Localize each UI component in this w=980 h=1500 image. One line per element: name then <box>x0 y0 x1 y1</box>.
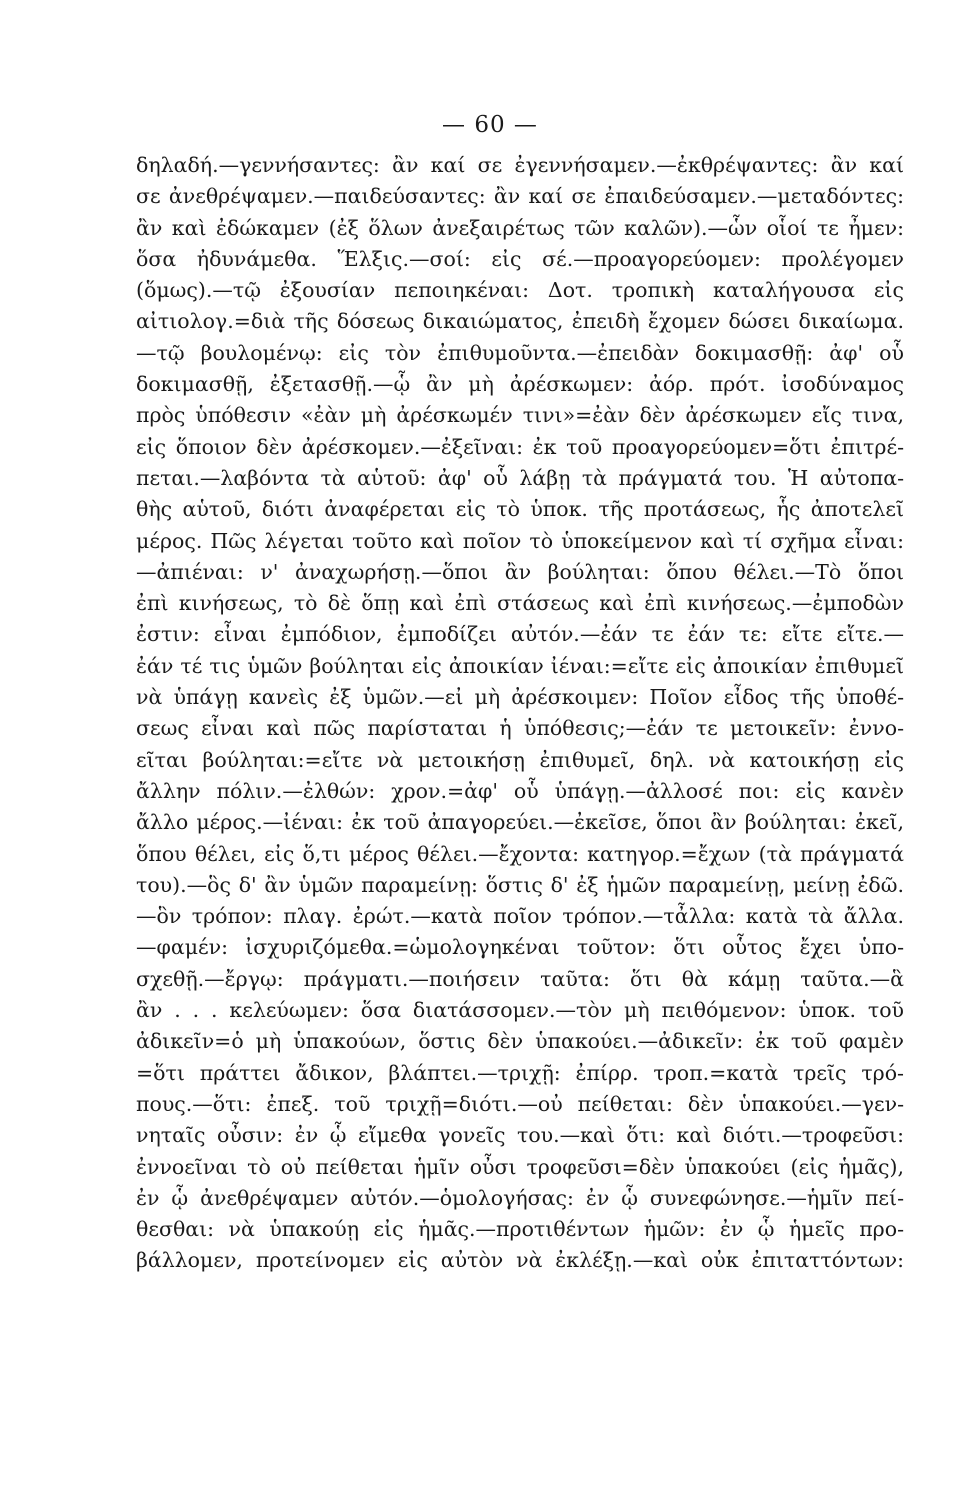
text-line: ἄλλο μέρος.—ἰέναι: ἐκ τοῦ ἀπαγορεύει.—ἐκεῖσε, ὅποι ἂν βούληται: ἐκεῖ, <box>136 810 904 835</box>
text-line: ἐστιν: εἶναι ἐμπόδιον, ἐμποδίζει αὐτόν.—ἐάν τε ἐάν τε: εἴτε εἴτε.— <box>136 622 904 647</box>
body-text <box>136 150 904 1277</box>
text-line: μέρος. Πῶς λέγεται τοῦτο καὶ ποῖον τὸ ὑποκείμενον καὶ τί σχῆμα εἶναι: <box>136 528 904 553</box>
text-line: —φαμέν: ἰσχυριζόμεθα.=ὡμολογηκέναι τοῦτον: ὅτι οὗτος ἔχει ὑπο- <box>136 935 904 960</box>
text-line: αἰτιολογ.=διὰ τῆς δόσεως δικαιώματος, ἐπειδὴ ἔχομεν δώσει δικαίωμα. <box>136 309 904 334</box>
text-line: ἂν . . . κελεύωμεν: ὅσα διατάσσομεν.—τὸν μὴ πειθόμενον: ὑποκ. τοῦ <box>136 998 904 1023</box>
text-line: σε ἀνεθρέψαμεν.—παιδεύσαντες: ἂν καί σε ἐπαιδεύσαμεν.—μεταδόντες: <box>136 184 904 209</box>
text-line: =ὅτι πράττει ἄδικον, βλάπτει.—τριχῇ: ἐπίρρ. τροπ.=κατὰ τρεῖς τρό- <box>136 1060 904 1085</box>
text-line: σεως εἶναι καὶ πῶς παρίσταται ἡ ὑπόθεσις;—ἐάν τε μετοικεῖν: ἐννο- <box>136 716 904 741</box>
text-line: θεσθαι: νὰ ὑπακούῃ εἰς ἡμᾶς.—προτιθέντων ἡμῶν: ἐν ᾧ ἡμεῖς προ- <box>136 1217 904 1242</box>
text-line: πρὸς ὑπόθεσιν «ἐὰν μὴ ἀρέσκωμέν τινι»=ἐὰν δὲν ἀρέσκωμεν εἴς τινα, <box>136 403 904 428</box>
text-line: —ἀπιέναι: ν' ἀναχωρήσῃ.—ὅποι ἂν βούληται: ὅπου θέλει.—Τὸ ὅποι <box>136 559 904 584</box>
text-line: ἀδικεῖν=ὁ μὴ ὑπακούων, ὅστις δὲν ὑπακούει.—ἀδικεῖν: ἐκ τοῦ φαμὲν <box>136 1029 904 1054</box>
text-line: ἐάν τέ τις ὑμῶν βούληται εἰς ἀποικίαν ἰέναι:=εἴτε εἰς ἀποικίαν ἐπιθυμεῖ <box>136 653 904 678</box>
text-line: ἂν καὶ ἐδώκαμεν (ἐξ ὅλων ἀνεξαιρέτως τῶν καλῶν).—ὧν οἷοί τε ἦμεν: <box>136 215 904 240</box>
text-line: ἐννοεῖναι τὸ οὐ πείθεται ἡμῖν οὖσι τροφεῦσι=δὲν ὑπακούει (εἰς ἡμᾶς), <box>136 1154 904 1179</box>
text-line: ἄλλην πόλιν.—ἐλθών: χρον.=ἀφ' οὗ ὑπάγῃ.—ἀλλοσέ ποι: εἰς κανὲν <box>136 778 904 803</box>
text-line: νὰ ὑπάγῃ κανεὶς ἐξ ὑμῶν.—εἰ μὴ ἀρέσκοιμεν: Ποῖον εἶδος τῆς ὑποθέ- <box>136 685 904 710</box>
text-line: σχεθῇ.—ἔργῳ: πράγματι.—ποιήσειν ταῦτα: ὅτι θὰ κάμῃ ταῦτα.—ἃ <box>136 966 904 991</box>
text-line: εἰς ὅποιον δὲν ἀρέσκομεν.—ἐξεῖναι: ἐκ τοῦ προαγορεύομεν=ὅτι ἐπιτρέ- <box>136 434 904 459</box>
text-line: εῖται βούληται:=εἴτε νὰ μετοικήσῃ ἐπιθυμεῖ, δηλ. νὰ κατοικήσῃ εἰς <box>136 747 904 772</box>
text-line: ὅσα ἠδυνάμεθα. Ἕλξις.—σοί: εἰς σέ.—προαγορεύομεν: προλέγομεν <box>136 246 904 271</box>
text-line: θὴς αὑτοῦ, διότι ἀναφέρεται εἰς τὸ ὑποκ. τῆς προτάσεως, ἧς ἀποτελεῖ <box>136 497 904 522</box>
text-line: (ὅμως).—τῷ ἐξουσίαν πεποιηκέναι: Δοτ. τροπικὴ καταλήγουσα εἰς <box>136 278 904 303</box>
text-line: δηλαδή.—γεννήσαντες: ἂν καί σε ἐγεννήσαμεν.—ἐκθρέψαντες: ἂν καί <box>136 153 904 177</box>
text-line: δοκιμασθῇ, ἐξετασθῇ.—ᾧ ἂν μὴ ἀρέσκωμεν: ἀόρ. πρότ. ἰσοδύναμος <box>136 372 904 397</box>
text-line: του).—ὃς δ' ἂν ὑμῶν παραμείνῃ: ὅστις δ' ἐξ ἡμῶν παραμείνῃ, μείνῃ ἐδῶ. <box>136 872 904 897</box>
text-line: ἐπὶ κινήσεως, τὸ δὲ ὅπῃ καὶ ἐπὶ στάσεως καὶ ἐπὶ κινήσεως.—ἐμποδὼν <box>136 591 904 616</box>
text-line: —τῷ βουλομένῳ: εἰς τὸν ἐπιθυμοῦντα.—ἐπειδὰν δοκιμασθῇ: ἀφ' οὗ <box>136 340 904 365</box>
text-line: νηταῖς οὖσιν: ἐν ᾧ εἴμεθα γονεῖς του.—καὶ ὅτι: καὶ διότι.—τροφεῦσι: <box>136 1123 904 1148</box>
text-line: βάλλομεν, προτείνομεν εἰς αὐτὸν νὰ ἐκλέξῃ.—καὶ οὐκ ἐπιταττόντων: <box>136 1248 904 1273</box>
text-line: —ὃν τρόπον: πλαγ. ἐρώτ.—κατὰ ποῖον τρόπον.—τἆλλα: κατὰ τὰ ἄλλα. <box>136 904 904 929</box>
text-line: ἐν ᾧ ἀνεθρέψαμεν αὐτόν.—ὁμολογήσας: ἐν ᾧ συνεφώνησε.—ἡμῖν πεί- <box>136 1185 904 1210</box>
text-line: πεται.—λαβόντα τὰ αὑτοῦ: ἀφ' οὗ λάβῃ τὰ πράγματά του. Ἡ αὐτοπα- <box>136 465 904 490</box>
text-line: ὅπου θέλει, εἰς ὅ,τι μέρος θέλει.—ἔχοντα: κατηγορ.=ἔχων (τὰ πράγματά <box>136 841 904 866</box>
page-number: — 60 — <box>442 112 538 138</box>
text-line: πους.—ὅτι: ἐπεξ. τοῦ τριχῇ=διότι.—οὐ πείθεται: δὲν ὑπακούει.—γεν- <box>136 1091 904 1116</box>
